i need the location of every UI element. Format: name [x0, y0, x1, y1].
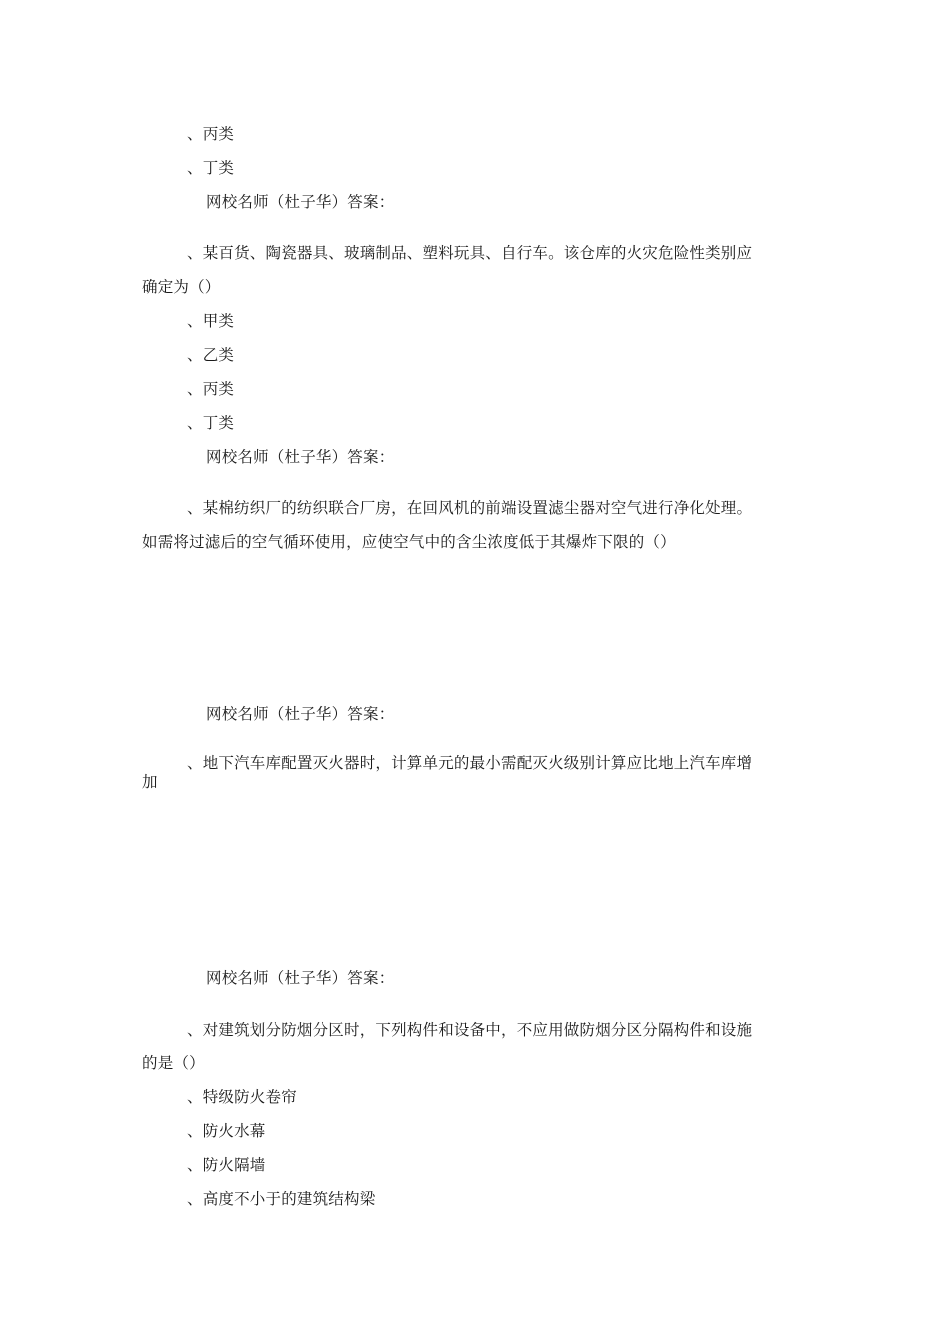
question-text-cont: 加: [142, 773, 158, 791]
question-text: 、某棉纺织厂的纺织联合厂房，在回风机的前端设置滤尘器对空气进行净化处理。: [187, 499, 753, 517]
question-text: 、地下汽车库配置灭火器时，计算单元的最小需配灭火级别计算应比地上汽车库增: [187, 754, 753, 772]
answer-label: 网校名师（杜子华）答案：: [206, 705, 395, 723]
option-d: 、丁类: [187, 159, 235, 177]
answer-label: 网校名师（杜子华）答案：: [206, 448, 395, 466]
option-d: 、丁类: [187, 414, 235, 432]
answer-label: 网校名师（杜子华）答案：: [206, 193, 395, 211]
question-text: 、某百货、陶瓷器具、玻璃制品、塑料玩具、自行车。该仓库的火灾危险性类别应: [187, 244, 753, 262]
question-text-cont: 如需将过滤后的空气循环使用，应使空气中的含尘浓度低于其爆炸下限的（）: [142, 533, 676, 551]
option-c: 、丙类: [187, 125, 235, 143]
option-a: 、特级防火卷帘: [187, 1088, 297, 1106]
option-c: 、防火隔墙: [187, 1156, 266, 1174]
option-b: 、乙类: [187, 346, 235, 364]
question-text-cont: 的是（）: [142, 1054, 205, 1072]
question-text-cont: 确定为（）: [142, 278, 221, 296]
option-b: 、防火水幕: [187, 1122, 266, 1140]
answer-label: 网校名师（杜子华）答案：: [206, 969, 395, 987]
option-d: 、高度不小于的建筑结构梁: [187, 1190, 376, 1208]
question-text: 、对建筑划分防烟分区时，下列构件和设备中，不应用做防烟分区分隔构件和设施: [187, 1021, 753, 1039]
option-a: 、甲类: [187, 312, 235, 330]
option-c: 、丙类: [187, 380, 235, 398]
